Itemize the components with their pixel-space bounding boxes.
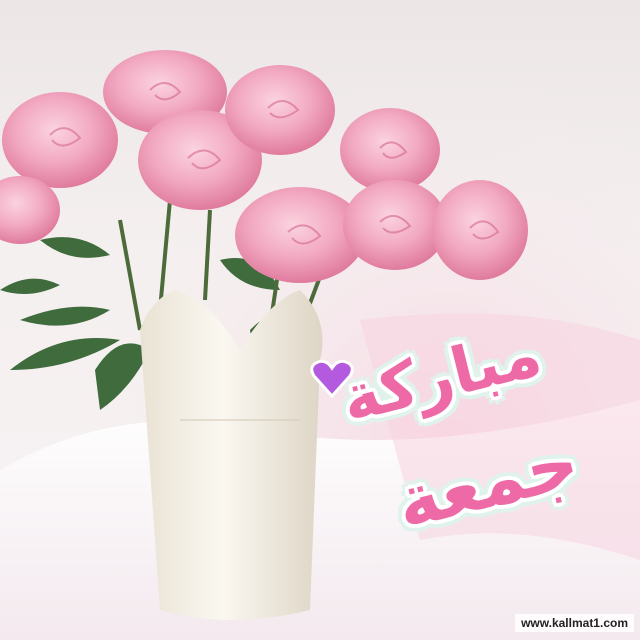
- greeting-word-jumaa: جمعة: [387, 418, 587, 546]
- white-vase: [140, 290, 323, 620]
- greeting-word-mubaraka: مباركة: [334, 316, 549, 438]
- friday-greeting: [300, 316, 620, 580]
- site-watermark: www.kallmat1.com: [515, 614, 634, 632]
